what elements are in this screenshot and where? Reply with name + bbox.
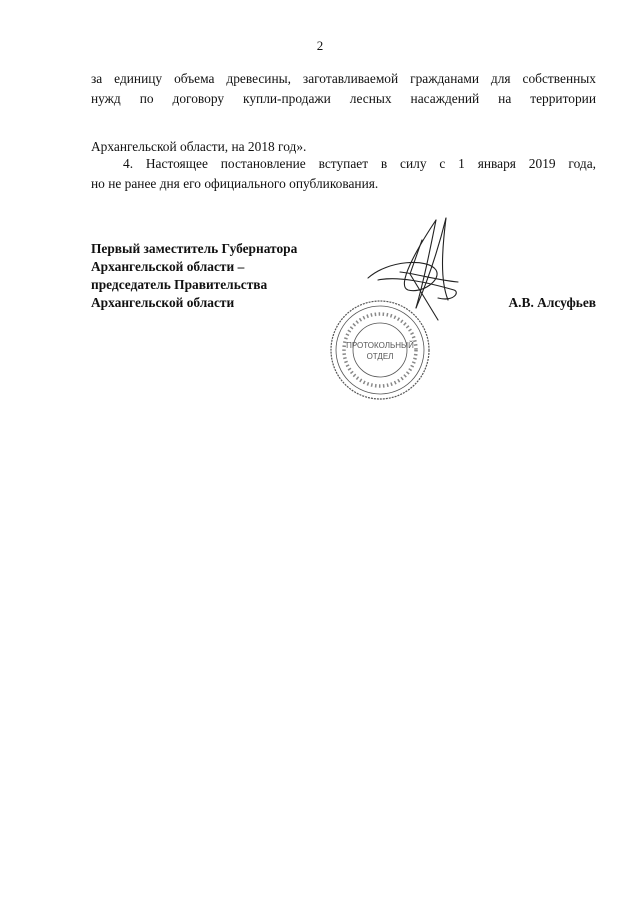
signatory-title (91, 240, 297, 312)
text-line: нужд по договору купли-продажи лесных насаждений на территории (91, 91, 596, 106)
text-line: за единицу объема древесины, заготавливаемой гражданами для собственных (91, 71, 596, 86)
seal-and-signature (318, 210, 468, 400)
page-number: 2 (316, 38, 324, 53)
signatory-title-line: Архангельской области (91, 295, 235, 310)
text-line: но не ранее дня его официального опубликования. (91, 176, 379, 191)
paragraph-4 (91, 154, 596, 194)
signatory-title-line: председатель Правительства (91, 277, 268, 292)
seal-text-line: ПРОТОКОЛЬНЫЙ (346, 341, 414, 350)
paragraph-continued (91, 69, 596, 157)
signatory-title-line: Первый заместитель Губернатора (91, 241, 298, 256)
official-seal (331, 301, 429, 399)
handwritten-signature (368, 218, 458, 320)
signatory-title-line: Архангельской области – (91, 259, 245, 274)
text-line: Архангельской области, на 2018 год». (91, 139, 307, 154)
seal-text-line: ОТДЕЛ (366, 352, 394, 361)
signatory-name: А.В. Алсуфьев (508, 295, 596, 310)
text-line: 4. Настоящее постановление вступает в силу с 1 января 2019 года, (123, 156, 596, 171)
